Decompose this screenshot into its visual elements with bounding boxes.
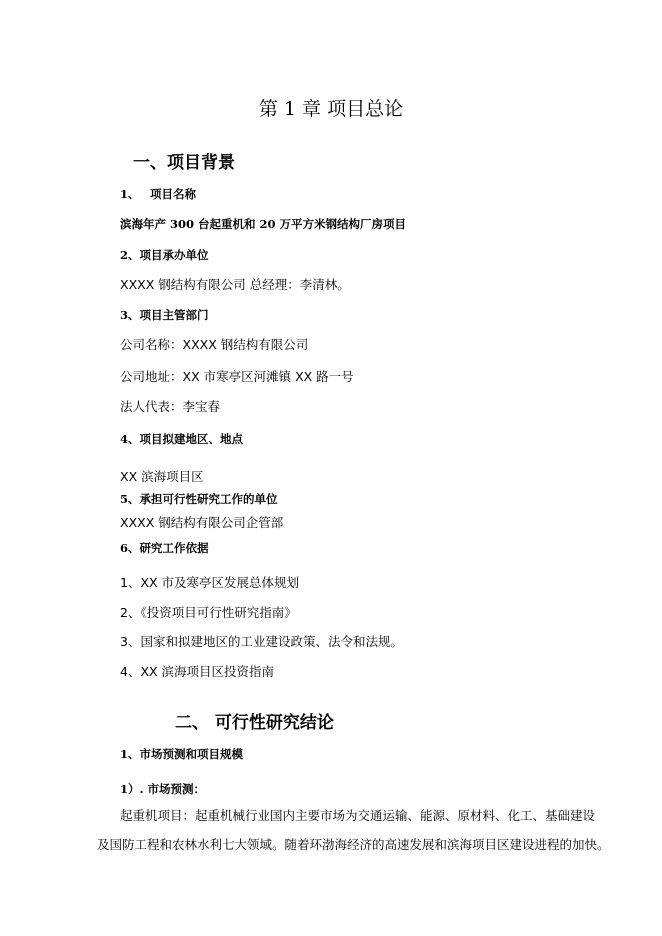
item-title-project-name: 项目名称: [150, 187, 196, 201]
item-number-1: 1、: [120, 187, 140, 201]
item-title-research-basis: 6、研究工作依据: [120, 541, 209, 555]
basis-item: 4、XX 滨海项目区投资指南: [120, 664, 275, 679]
paragraph-line: 起重机项目：起重机械行业国内主要市场为交通运输、能源、原材料、化工、基础建设: [120, 808, 596, 823]
item-title-undertaking-unit: 2、项目承办单位: [120, 248, 209, 262]
location-text: XX 滨海项目区: [120, 469, 204, 484]
paragraph-line: 及国防工程和农林水利七大领域。随着环渤海经济的高速发展和滨海项目区建设进程的加快。: [97, 837, 610, 852]
legal-representative: 法人代表：李宝春: [120, 399, 221, 414]
research-unit-text: XXXX 钢结构有限公司企管部: [120, 515, 284, 530]
section-title-conclusion: 二、 可行性研究结论: [175, 713, 334, 733]
company-name: 公司名称：XXXX 钢结构有限公司: [120, 337, 309, 352]
project-name: 滨海年产 300 台起重机和 20 万平方米钢结构厂房项目: [120, 217, 407, 231]
basis-item: 2、《投资项目可行性研究指南》: [120, 605, 297, 620]
item-title-research-unit: 5、承担可行性研究工作的单位: [120, 492, 278, 506]
undertaking-unit-text: XXXX 钢结构有限公司 总经理：李清林。: [120, 277, 350, 292]
item-title-location: 4、项目拟建地区、地点: [120, 432, 244, 446]
item-title-department: 3、项目主管部门: [120, 308, 209, 322]
company-address: 公司地址：XX 市寒亭区河滩镇 XX 路一号: [120, 369, 354, 384]
section-title-background: 一、项目背景: [133, 153, 235, 173]
item-title-market: 1、市场预测和项目规模: [120, 747, 244, 761]
sub-title-market-forecast: 1）. 市场预测：: [120, 782, 206, 796]
basis-item: 3、国家和拟建地区的工业建设政策、法令和法规。: [120, 634, 403, 649]
chapter-title: 第 1 章 项目总论: [258, 98, 404, 120]
basis-item: 1、XX 市及寒亭区发展总体规划: [120, 575, 300, 590]
